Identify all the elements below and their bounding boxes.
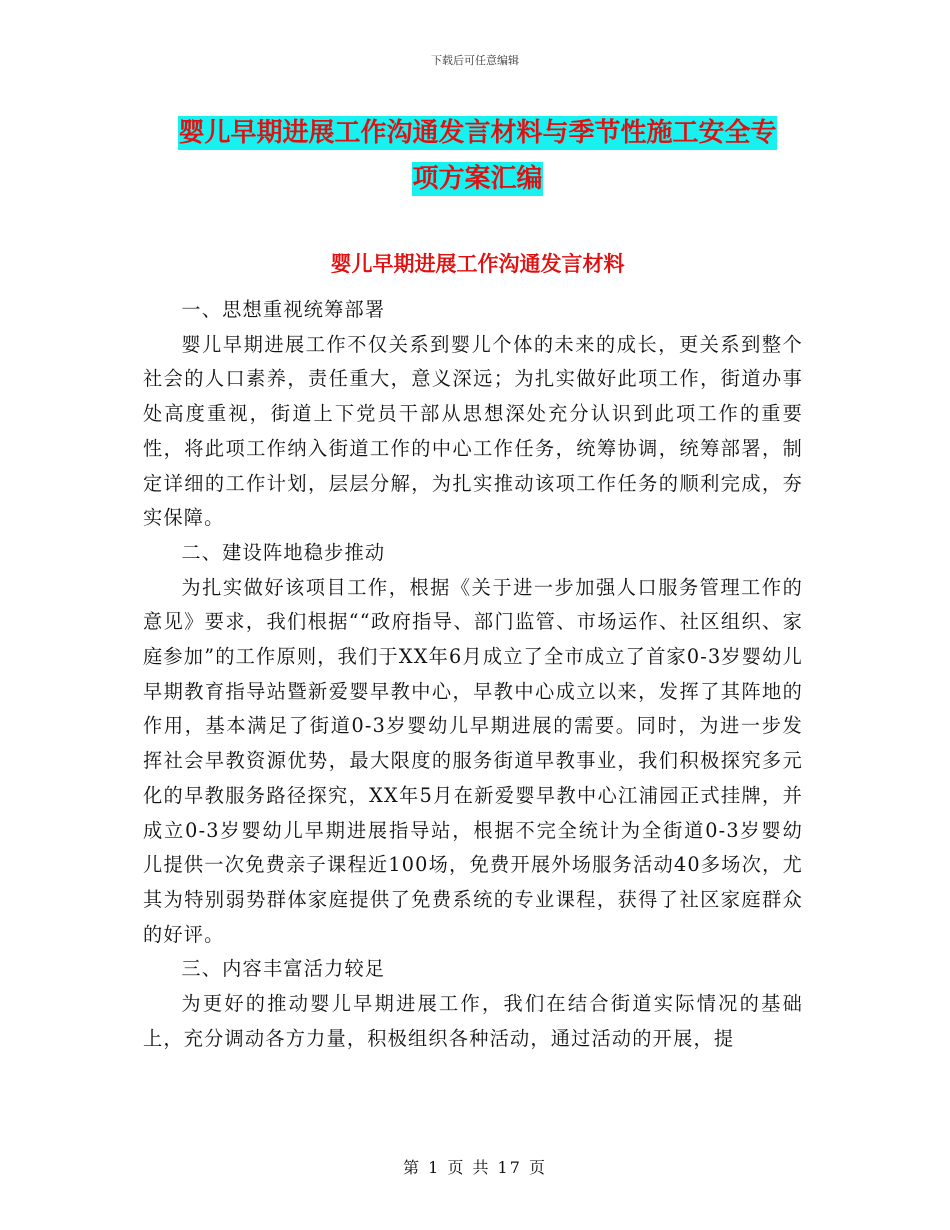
title-line-1: 婴儿早期进展工作沟通发言材料与季节性施工安全专 bbox=[178, 118, 777, 148]
document-title bbox=[145, 110, 810, 202]
header-note: 下载后可任意编辑 bbox=[431, 54, 519, 67]
title-line-2: 项方案汇编 bbox=[412, 164, 543, 194]
paragraph: 婴儿早期进展工作不仅关系到婴儿个体的未来的成长，更关系到整个社会的人口素养，责任重大，意义深远；为扎实做好此项工作，街道办事处高度重视，街道上下党员干部从思想深处充分认识到此项工作的重要性，将此项工作纳入街道工作的中心工作任务，统筹协调，统筹部署，制定详细的工作计划，层层分解，为扎实推动该项工作任务的顺利完成，夯实保障。 bbox=[143, 332, 803, 530]
section-title: 婴儿早期进展工作沟通发言材料 bbox=[330, 251, 625, 276]
paragraph: 为扎实做好该项目工作，根据《关于进一步加强人口服务管理工作的意见》要求，我们根据““政府指导、部门监管、市场运作、社区组织、家庭参加”的工作原则，我们于XX年6月成立了全市成立了首家0-3岁婴幼儿早期教育指导站暨新爱婴早教中心，早教中心成立以来，发挥了其阵地的作用，基本满足了街道0-3岁婴幼儿早期进展的需要。同时，为进一步发挥社会早教资源优势，最大限度的服务街道早教事业，我们积极探究多元化的早教服务路径探究，XX年5月在新爱婴早教中心江浦园正式挂牌，并成立0-3岁婴幼儿早期进展指导站，根据不完全统计为全街道0-3岁婴幼儿提供一次免费亲子课程近100场，免费开展外场服务活动40多场次，尤其为特别弱势群体家庭提供了免费系统的专业课程，获得了社区家庭群众的好评。 bbox=[143, 575, 803, 946]
heading-2: 二、建设阵地稳步推动 bbox=[181, 540, 386, 564]
document-body bbox=[143, 293, 803, 1056]
heading-3: 三、内容丰富活力较足 bbox=[181, 957, 386, 981]
page-number-footer: 第 1 页 共 17 页 bbox=[403, 1158, 547, 1177]
heading-1: 一、思想重视统筹部署 bbox=[181, 298, 386, 321]
paragraph: 为更好的推动婴儿早期进展工作，我们在结合街道实际情况的基础上，充分调动各方力量，积极组织各种活动，通过活动的开展，提 bbox=[143, 992, 803, 1050]
